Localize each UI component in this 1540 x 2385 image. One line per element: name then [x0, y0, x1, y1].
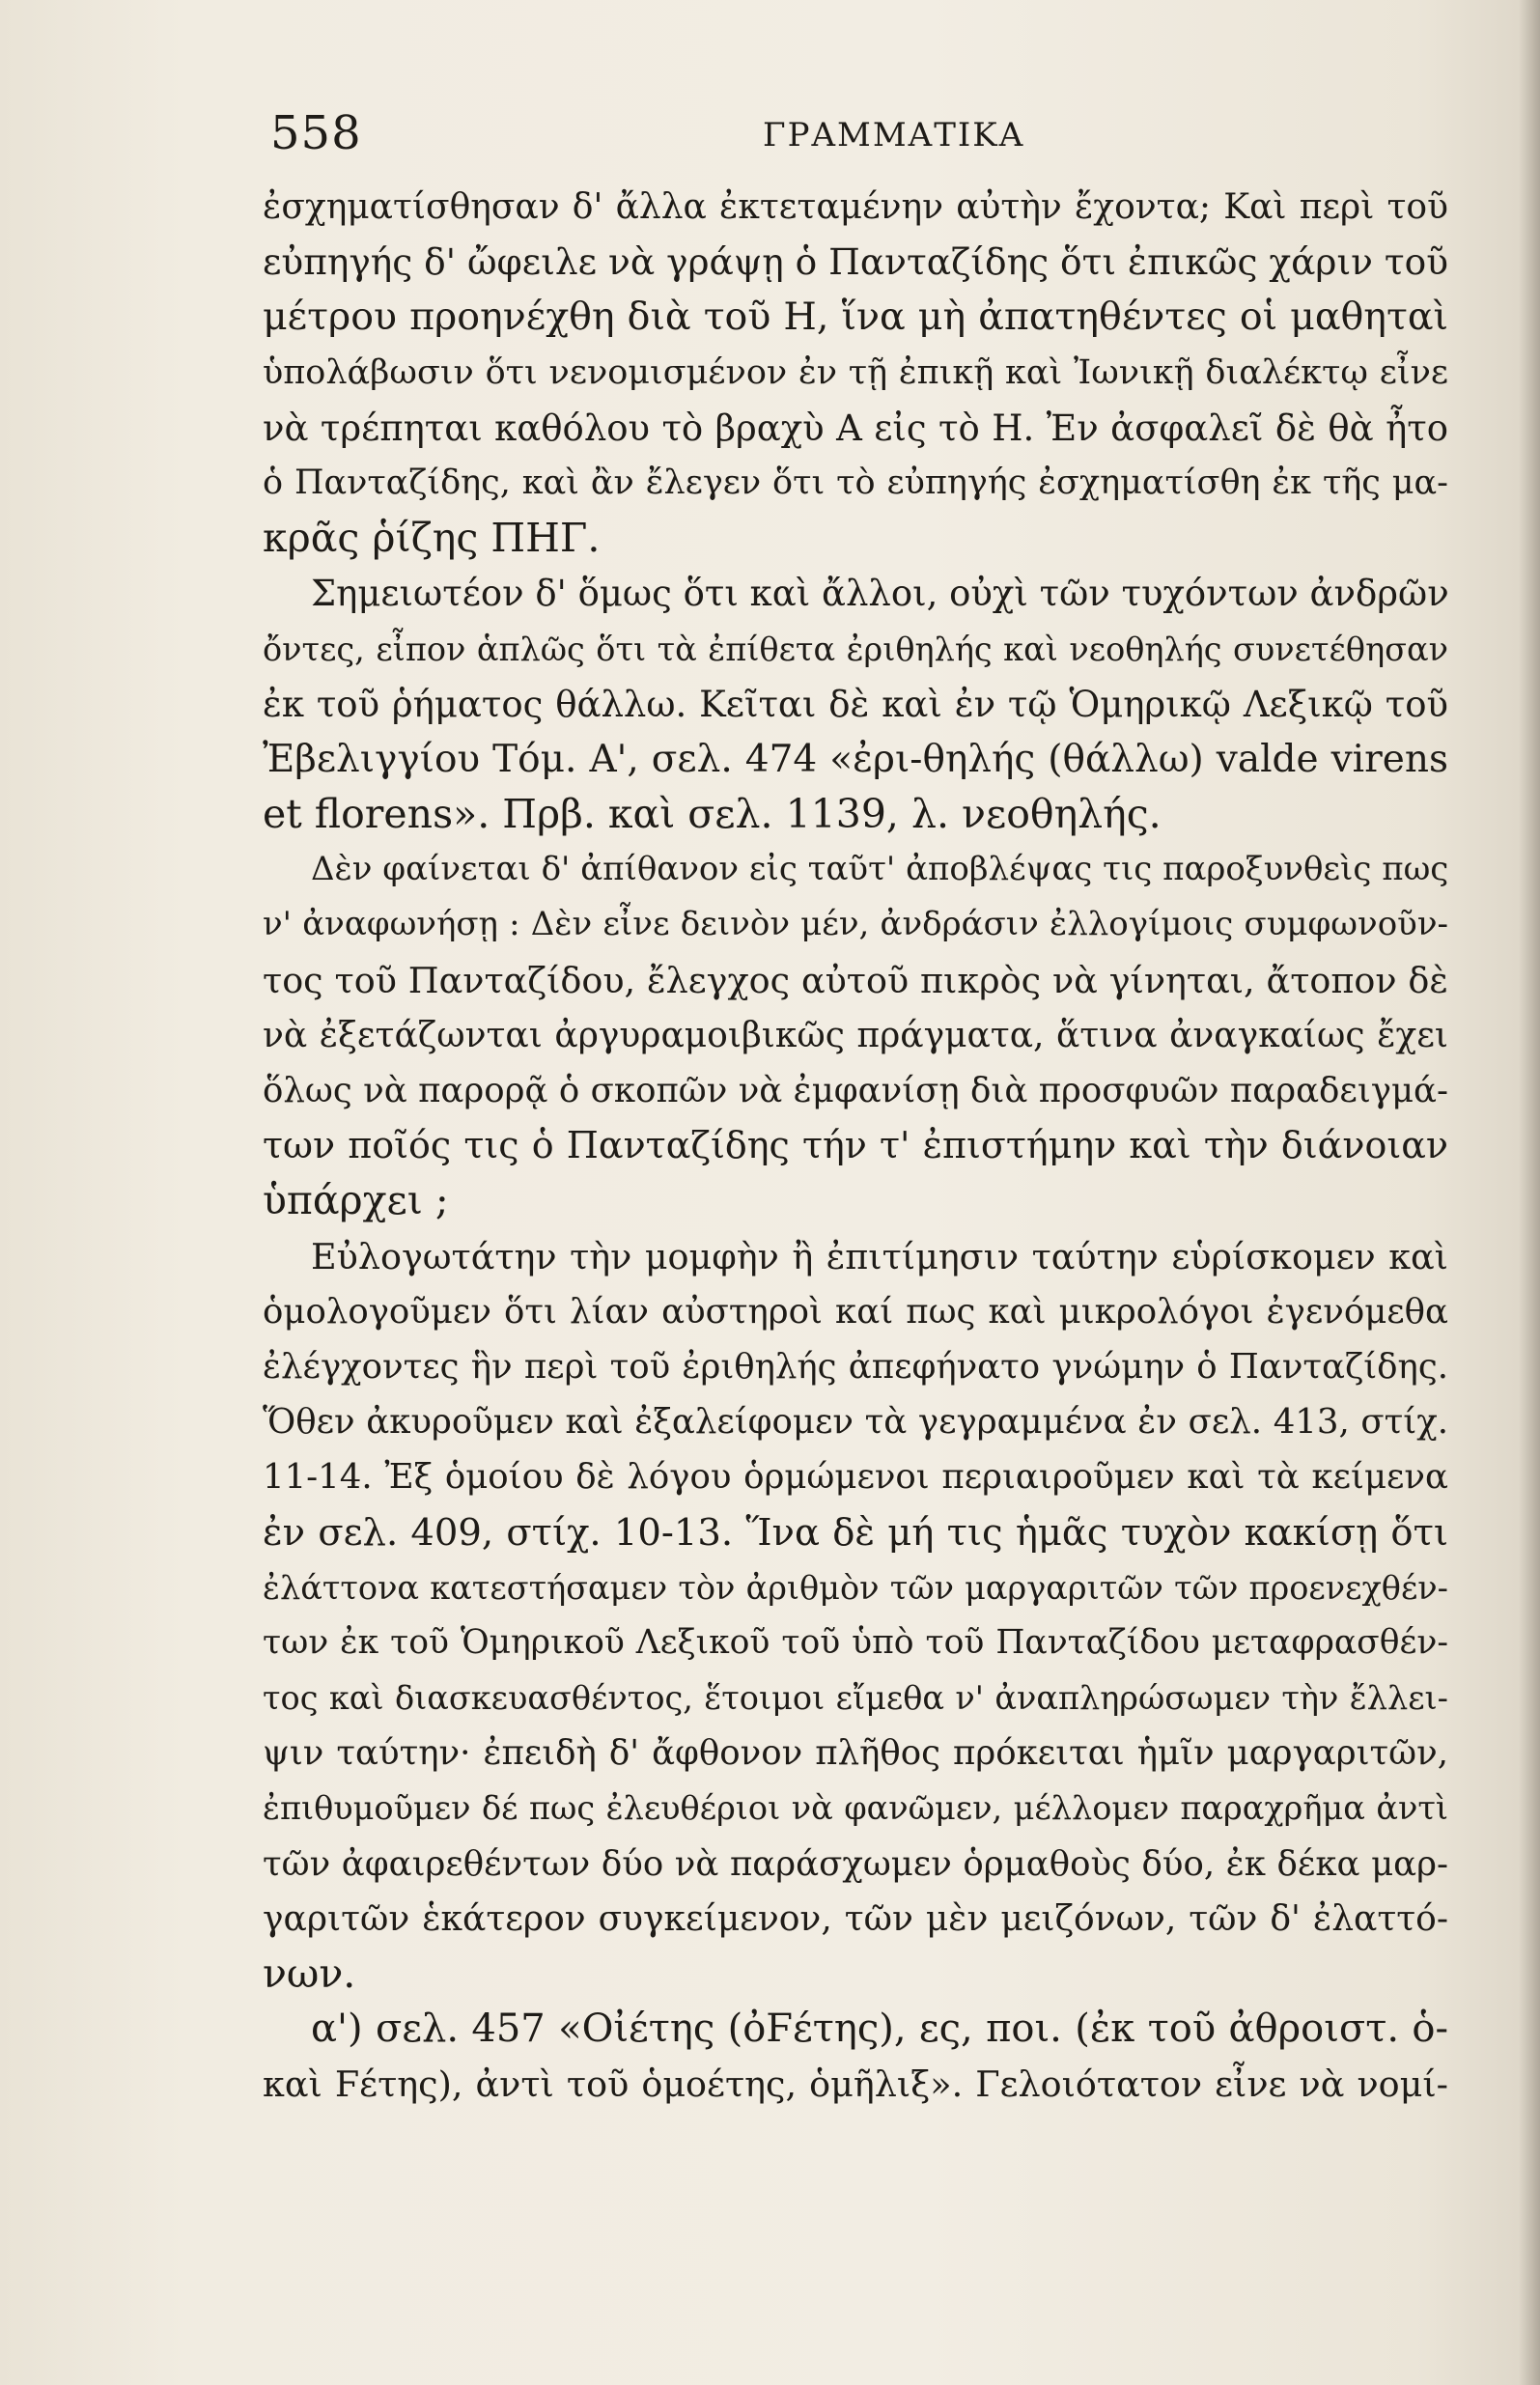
text-line: Ἐβελιγγίου Τόμ. Α', σελ. 474 «ἐρι-θηλής (θάλλω) valde virens	[263, 737, 1448, 781]
text-line: καὶ Ϝέτης), ἀντὶ τοῦ ὁμοέτης, ὁμῆλιξ». Γελοιότατον εἶνε νὰ νομί-	[263, 2063, 1448, 2106]
text-line: Σημειωτέον δ' ὅμως ὅτι καὶ ἄλλοι, οὐχὶ τῶν τυχόντων ἀνδρῶν	[311, 573, 1449, 615]
text-line: 11-14. Ἐξ ὁμοίου δὲ λόγου ὁρμώμενοι περιαιροῦμεν καὶ τὰ κείμενα	[263, 1457, 1448, 1498]
text-line: α') σελ. 457 «Οἰέτης (ὀϜέτης), ες, ποι. (ἐκ τοῦ ἀθροιστ. ὁ-	[311, 2006, 1448, 2052]
text-line: ὁμολογοῦμεν ὅτι λίαν αὐστηροὶ καί πως καὶ μικρολόγοι ἐγενόμεθα	[263, 1291, 1448, 1332]
text-line: των ἐκ τοῦ Ὁμηρικοῦ Λεξικοῦ τοῦ ὑπὸ τοῦ Πανταζίδου μεταφρασθέν-	[263, 1622, 1448, 1662]
text-line: ἐσχηματίσθησαν δ' ἄλλα ἐκτεταμένην αὐτὴν ἔχοντα; Καὶ περὶ τοῦ	[263, 187, 1448, 227]
text-line: τῶν ἀφαιρεθέντων δύο νὰ παράσχωμεν ὁρμαθοὺς δύο, ἐκ δέκα μαρ-	[263, 1843, 1448, 1884]
text-line: μέτρου προηνέχθη διὰ τοῦ Η, ἵνα μὴ ἀπατηθέντες οἱ μαθηταὶ	[263, 295, 1448, 340]
text-line: Δὲν φαίνεται δ' ἀπίθανον εἰς ταῦτ' ἀποβλέψας τις παροξυνθεὶς πως	[311, 850, 1449, 889]
page-edge-shadow	[1519, 0, 1540, 2385]
text-line: ψιν ταύτην· ἐπειδὴ δ' ἄφθονον πλῆθος πρόκειται ἡμῖν μαργαριτῶν,	[263, 1733, 1448, 1774]
text-line: των ποῖός τις ὁ Πανταζίδης τήν τ' ἐπιστήμην καὶ τὴν διάνοιαν	[263, 1124, 1448, 1167]
text-line: κρᾶς ῥίζης ΠΗΓ.	[263, 515, 601, 562]
text-line: ἐλάττονα κατεστήσαμεν τὸν ἀριθμὸν τῶν μαργαριτῶν τῶν προενεχθέν-	[263, 1568, 1448, 1607]
text-line: νὰ τρέπηται καθόλου τὸ βραχὺ Α εἰς τὸ Η. Ἐν ἀσφαλεῖ δὲ θὰ ἦτο	[263, 407, 1448, 449]
text-line: ἐν σελ. 409, στίχ. 10-13. Ἵνα δὲ μή τις ἡμᾶς τυχὸν κακίσῃ ὅτι	[263, 1510, 1448, 1555]
running-title: ΓΡΑΜΜΑΤΙΚΑ	[763, 116, 1025, 154]
text-line: ἐπιθυμοῦμεν δέ πως ἐλευθέριοι νὰ φανῶμεν, μέλλομεν παραχρῆμα ἀντὶ	[263, 1789, 1448, 1828]
text-line: Εὐλογωτάτην τὴν μομφὴν ἢ ἐπιτίμησιν ταύτην εὑρίσκομεν καὶ	[311, 1235, 1448, 1277]
text-line: ὁ Πανταζίδης, καὶ ἂν ἔλεγεν ὅτι τὸ εὐπηγής ἐσχηματίσθη ἐκ τῆς μα-	[263, 463, 1448, 502]
text-line: τος καὶ διασκευασθέντος, ἕτοιμοι εἴμεθα ν' ἀναπληρώσωμεν τὴν ἔλλει-	[263, 1679, 1448, 1718]
text-line: ἐκ τοῦ ῥήματος θάλλω. Κεῖται δὲ καὶ ἐν τῷ Ὁμηρικῷ Λεξικῷ τοῦ	[263, 683, 1448, 725]
text-line: Ὅθεν ἀκυροῦμεν καὶ ἐξαλείφομεν τὰ γεγραμμένα ἐν σελ. 413, στίχ.	[263, 1402, 1448, 1443]
text-line: ὑπολάβωσιν ὅτι νενομισμένον ἐν τῇ ἐπικῇ καὶ Ἰωνικῇ διαλέκτῳ εἶνε	[263, 352, 1448, 392]
text-line: νὰ ἐξετάζωνται ἀργυραμοιβικῶς πράγματα, ἅτινα ἀναγκαίως ἔχει	[263, 1015, 1448, 1055]
text-line: νων.	[263, 1950, 356, 1997]
text-line: ὅλως νὰ παρορᾷ ὁ σκοπῶν νὰ ἐμφανίσῃ διὰ προσφυῶν παραδειγμά-	[263, 1071, 1448, 1110]
text-line: ν' ἀναφωνήσῃ : Δὲν εἶνε δεινὸν μέν, ἀνδράσιν ἐλλογίμοις συμφωνοῦν-	[263, 905, 1448, 944]
text-line: γαριτῶν ἑκάτερον συγκείμενον, τῶν μὲν μειζόνων, τῶν δ' ἐλαττό-	[263, 1898, 1448, 1939]
text-line: τος τοῦ Πανταζίδου, ἔλεγχος αὐτοῦ πικρὸς νὰ γίνηται, ἄτοπον δὲ	[263, 959, 1448, 1001]
text-line: et florens». Πρβ. καὶ σελ. 1139, λ. νεοθηλής.	[263, 791, 1162, 838]
body-text	[263, 180, 1448, 2113]
text-line: ὑπάρχει ;	[263, 1177, 449, 1224]
text-line: εὐπηγής δ' ὤφειλε νὰ γράψῃ ὁ Πανταζίδης ὅτι ἐπικῶς χάριν τοῦ	[263, 240, 1449, 284]
text-line: ὄντες, εἶπον ἁπλῶς ὅτι τὰ ἐπίθετα ἐριθηλής καὶ νεοθηλής συνετέθησαν	[263, 630, 1448, 668]
text-line: ἐλέγχοντες ἣν περὶ τοῦ ἐριθηλής ἀπεφήνατο γνώμην ὁ Πανταζίδης.	[263, 1346, 1448, 1387]
page-number: 558	[270, 106, 362, 160]
page-header	[0, 68, 1540, 160]
